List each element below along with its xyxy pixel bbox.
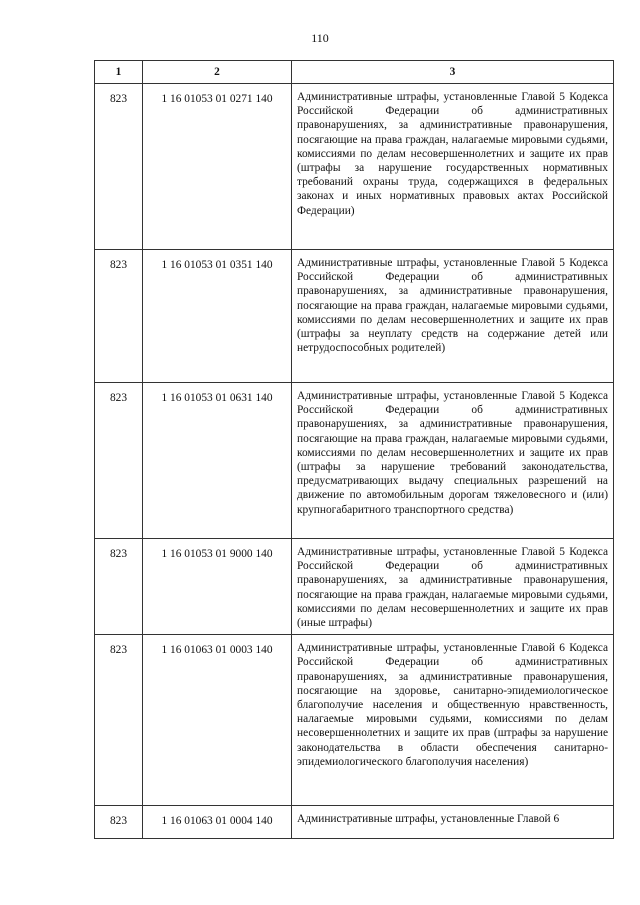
table-row (95, 383, 614, 539)
budget-code-cell: 1 16 01053 01 0631 140 (143, 383, 292, 539)
table-row (95, 250, 614, 383)
column-header-1: 1 (95, 61, 143, 84)
admin-code-cell: 823 (95, 250, 143, 383)
admin-code-cell: 823 (95, 84, 143, 250)
admin-code-cell: 823 (95, 635, 143, 806)
page-number: 110 (311, 31, 329, 45)
admin-code-cell: 823 (95, 539, 143, 635)
table-header-row (95, 61, 614, 84)
description-cell: Административные штрафы, установленные Главой 6 (292, 806, 614, 839)
description-cell: Административные штрафы, установленные Главой 6 Кодекса Российской Федерации об административных правонарушениях, за административные правонарушения, посягающие на здоровье, санитарно-эпидемиологическое благополучие населения и общественную нравственность, налагаемые мировыми судьями, комиссиями по делам несовершеннолетних и защите их прав (штрафы за нарушение законодательства в области обеспечения санитарно-эпидемиологического благополучия населения) (292, 635, 614, 806)
admin-code-cell: 823 (95, 806, 143, 839)
budget-code-cell: 1 16 01053 01 9000 140 (143, 539, 292, 635)
table-row (95, 806, 614, 839)
description-cell: Административные штрафы, установленные Главой 5 Кодекса Российской Федерации об административных правонарушениях, за административные правонарушения, посягающие на права граждан, налагаемые мировыми судьями, комиссиями по делам несовершеннолетних и защите их прав (штрафы за нарушение государственных нормативных требований охраны труда, содержащихся в федеральных законах и иных нормативных правовых актах Российской Федерации) (292, 84, 614, 250)
column-header-2: 2 (143, 61, 292, 84)
column-header-3: 3 (292, 61, 614, 84)
budget-code-cell: 1 16 01053 01 0271 140 (143, 84, 292, 250)
description-cell: Административные штрафы, установленные Главой 5 Кодекса Российской Федерации об административных правонарушениях, за административные правонарушения, посягающие на права граждан, налагаемые мировыми судьями, комиссиями по делам несовершеннолетних и защите их прав (штрафы за нарушение требований законодательства, предусматривающих выдачу специальных разрешений на движение по автомобильным дорогам тяжеловесного и (или) крупногабаритного транспортного средства) (292, 383, 614, 539)
admin-code-cell: 823 (95, 383, 143, 539)
table-row (95, 539, 614, 635)
table-row (95, 635, 614, 806)
description-cell: Административные штрафы, установленные Главой 5 Кодекса Российской Федерации об административных правонарушениях, за административные правонарушения, посягающие на права граждан, налагаемые мировыми судьями, комиссиями по делам несовершеннолетних и защите их прав (иные штрафы) (292, 539, 614, 635)
budget-code-cell: 1 16 01053 01 0351 140 (143, 250, 292, 383)
description-cell: Административные штрафы, установленные Главой 5 Кодекса Российской Федерации об административных правонарушениях, за административные правонарушения, посягающие на права граждан, налагаемые мировыми судьями, комиссиями по делам несовершеннолетних и защите их прав (штрафы за неуплату средств на содержание детей или нетрудоспособных родителей) (292, 250, 614, 383)
table-row (95, 84, 614, 250)
budget-code-cell: 1 16 01063 01 0004 140 (143, 806, 292, 839)
revenue-code-table (94, 60, 614, 839)
budget-code-cell: 1 16 01063 01 0003 140 (143, 635, 292, 806)
